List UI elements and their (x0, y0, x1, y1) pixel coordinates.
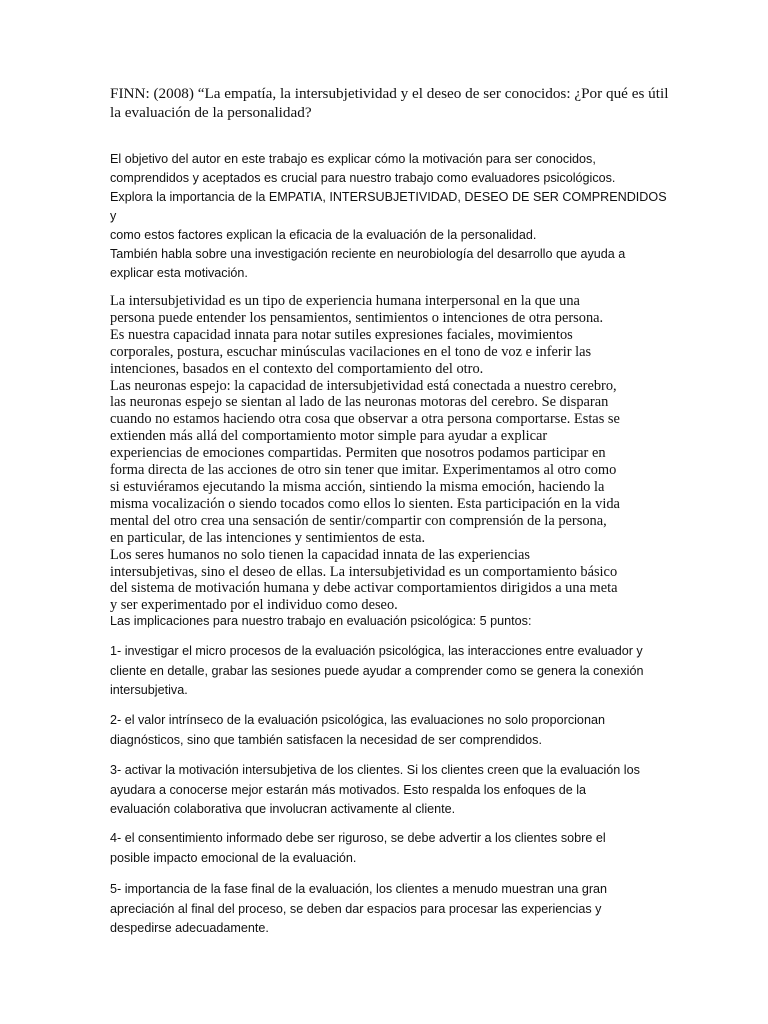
implication-point-2: 2- el valor intrínseco de la evaluación psicológica, las evaluaciones no solo proporcionan diagnósticos, sino que también satisfacen la necesidad de ser comprendidos. (110, 713, 605, 747)
body-paragraph: La intersubjetividad es un tipo de experiencia humana interpersonal en la que una persona puede entender los pensamientos, sentimientos o intenciones de otra persona. Es nuestra capacidad innata para notar sutiles expresiones faciales, movimientos corporales, postura, escuchar minúsculas vacilaciones en el tono de voz e inferir las intenciones, basados en el contexto del comportamiento del otro. Las neuronas espejo: la capacidad de intersubjetividad está conectada a nuestro cerebro, las neuronas espejo se sientan al lado de las neuronas motoras del cerebro. Se disparan cuando no estamos haciendo otra cosa que observar a otra persona comportarse. Estas se extienden más allá del comportamiento motor simple para ayudar a explicar experiencias de emociones compartidas. Permiten que nosotros podamos participar en forma directa de las acciones de otro sin tener que imitar. Experimentamos al otro como si estuviéramos ejecutando la misma acción, sintiendo la misma emoción, haciendo la misma vocalización o siendo tocados como ellos lo sienten. Esta participación en la vida mental del otro crea una sensación de sentir/compartir con comprensión de la persona, en particular, de las intenciones y sentimientos de esta. Los seres humanos no solo tienen la capacidad innata de las experiencias intersubjetivas, sino el deseo de ellas. La intersubjetividad es un comportamiento básico del sistema de motivación humana y debe activar comportamientos dirigidos a una meta y ser experimentado por el individuo como deseo. (110, 293, 620, 614)
implication-point-1: 1- investigar el micro procesos de la evaluación psicológica, las interacciones entre evaluador y cliente en detalle, grabar las sesiones puede ayudar a comprender como se genera la conexión intersubjetiva. (110, 644, 644, 697)
implication-point-4: 4- el consentimiento informado debe ser riguroso, se debe advertir a los clientes sobre el posible impacto emocional de la evaluación. (110, 831, 606, 865)
implication-point-3: 3- activar la motivación intersubjetiva de los clientes. Si los clientes creen que la evaluación los ayudara a conocerse mejor estarán más motivados. Esto respalda los enfoques de la evaluación colaborativa que involucran activamente al cliente. (110, 763, 640, 816)
document-title: FINN: (2008) “La empatía, la intersubjetividad y el deseo de ser conocidos: ¿Por qué es útil la evaluación de la personalidad? (110, 85, 669, 121)
intro-paragraph: El objetivo del autor en este trabajo es explicar cómo la motivación para ser conocidos, comprendidos y aceptados es crucial para nuestro trabajo como evaluadores psicológicos. Explora la importancia de la EMPATIA, INTERSUBJETIVIDAD, DESEO DE SER COMPRENDIDOS y como estos factores explican la eficacia de la evaluación de la personalidad. También habla sobre una investigación reciente en neurobiología del desarrollo que ayuda a explicar esta motivación. (110, 152, 667, 280)
implications-header: Las implicaciones para nuestro trabajo en evaluación psicológica: 5 puntos: (110, 614, 532, 628)
implication-point-5: 5- importancia de la fase final de la evaluación, los clientes a menudo muestran una gran apreciación al final del proceso, se deben dar espacios para procesar las experiencias y despedirse adecuadamente. (110, 882, 608, 935)
